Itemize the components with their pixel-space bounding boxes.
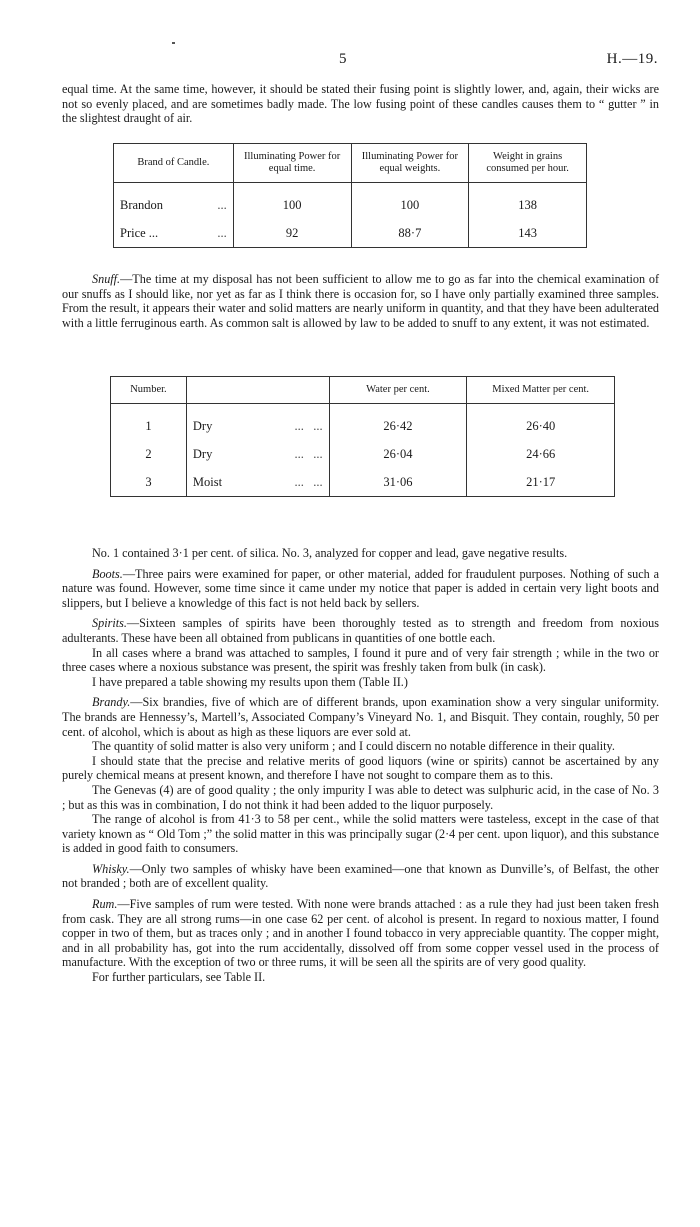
mixed-cell: 24·66 xyxy=(467,440,615,468)
page-header xyxy=(0,52,700,72)
brandy-paragraph-4: The Genevas (4) are of good quality ; the only impurity I was able to detect was sulphuric acid, in the case of No. 3 ; but as this was in combination, I do not think it had been added to the liquor purposely. xyxy=(62,782,659,812)
rum-title: Rum. xyxy=(92,897,118,912)
leader-dots: ... xyxy=(217,197,227,212)
header-mixed: Mixed Matter per cent. xyxy=(467,377,615,404)
header-kind xyxy=(186,377,329,404)
whisky-paragraph xyxy=(62,862,659,891)
leader-dots: ... ... xyxy=(294,474,323,489)
header-water: Water per cent. xyxy=(329,377,467,404)
table-row xyxy=(111,412,615,440)
spirits-paragraph xyxy=(62,616,659,645)
snuff-title: Snuff. xyxy=(92,272,121,286)
brand-name: Price ... xyxy=(120,225,159,240)
grains-cell: 138 xyxy=(469,191,587,219)
brandy-paragraph xyxy=(62,695,659,739)
header-brand: Brand of Candle. xyxy=(114,144,234,183)
rum-text: —Five samples of rum were tested. With none were brands attached : as a rule they had just been taken fresh from cask. They are all strong rums—in one case 62 per cent. of alcohol is present. In regard to noxious matter, I found copper in two of them, but as traces only ; and in another I found tobacco in very appreciable quantity. The copper might, and in all probability has, got into the rum accidentally, dissolved off from some copper vessel used in the process of manufacture. With the exception of two or three rums, it will be seen all the spirits are of very good quality. xyxy=(62,897,659,970)
power-weights-cell: 88·7 xyxy=(351,219,469,248)
snuff-text: —The time at my disposal has not been sufficient to allow me to go as far into the chemical examination of our snuffs as I should like, nor yet as far as I think there is occasion for, so I have only partially examined three samples. From the result, it appears their water and solid matters are nearly uniform in quantity, and that they have been adulterated with a little ferruginous earth. As common salt is allowed by law to be added to snuff to any extent, it was not estimated. xyxy=(62,272,659,330)
leader-dots: ... xyxy=(217,225,227,240)
water-cell: 31·06 xyxy=(329,468,467,497)
number-cell: 3 xyxy=(111,468,187,497)
brand-cell xyxy=(114,191,234,219)
number-cell: 1 xyxy=(111,412,187,440)
candle-table xyxy=(113,143,587,248)
snuff-table-header xyxy=(111,377,615,404)
power-weights-cell: 100 xyxy=(351,191,469,219)
water-cell: 26·04 xyxy=(329,440,467,468)
power-time-cell: 92 xyxy=(233,219,351,248)
body-text xyxy=(62,546,659,985)
candle-table-header xyxy=(114,144,587,183)
table-row xyxy=(111,468,615,497)
brandy-paragraph-3: I should state that the precise and relative merits of good liquors (wine or spirits) cannot be ascertained by any purely chemical means at present known, and therefore I have not sought to compare them as to this. xyxy=(62,753,659,783)
brand-name: Brandon xyxy=(120,197,164,212)
brandy-title: Brandy. xyxy=(92,695,131,710)
header-number: Number. xyxy=(111,377,187,404)
kind-cell xyxy=(186,468,329,497)
header-power-time: Illuminating Power for equal time. xyxy=(233,144,351,183)
grains-cell: 143 xyxy=(469,219,587,248)
brand-cell xyxy=(114,219,234,248)
silica-note: No. 1 contained 3·1 per cent. of silica. No. 3, analyzed for copper and lead, gave negative results. xyxy=(92,546,568,560)
spirits-text: —Sixteen samples of spirits have been thoroughly tested as to strength and freedom from noxious adulterants. These have been all obtained from publicans in quantities of one bottle each. xyxy=(62,616,659,645)
header-grains: Weight in grains consumed per hour. xyxy=(469,144,587,183)
intro-text: equal time. At the same time, however, it should be stated their fusing point is slightly lower, and, again, their wicks are not so evenly placed, and are sometimes badly made. The low fusing point of these candles causes them to “ gutter ” in the slightest draught of air. xyxy=(62,82,659,126)
spirits-paragraph-2: In all cases where a brand was attached to samples, I found it pure and of very fair strength ; while in the two or three cases where a noxious substance was present, the spirit was freshly taken from bulk (in cask). xyxy=(62,645,659,675)
snuff-table xyxy=(110,376,615,497)
kind-name: Dry xyxy=(192,446,213,461)
boots-paragraph xyxy=(62,567,659,611)
intro-paragraph xyxy=(62,82,659,126)
snuff-section xyxy=(62,272,659,330)
power-time-cell: 100 xyxy=(233,191,351,219)
kind-name: Dry xyxy=(192,418,213,433)
header-power-weights: Illuminating Power for equal weights. xyxy=(351,144,469,183)
boots-text: —Three pairs were examined for paper, or other material, added for fraudulent purposes. Nothing of such a nature was found. However, some time since it came under my notice that paper is added in certain very light boots and slippers, but I believe a knowledge of this fact is not held back by sellers. xyxy=(62,566,659,610)
document-reference: H.—19. xyxy=(606,51,658,67)
table-row xyxy=(114,219,587,248)
kind-cell xyxy=(186,440,329,468)
leader-dots: ... ... xyxy=(294,446,323,461)
print-speck xyxy=(172,42,175,44)
brandy-paragraph-2: The quantity of solid matter is also very uniform ; and I could discern no notable difference in their quality. xyxy=(92,739,615,754)
kind-cell xyxy=(186,412,329,440)
rum-paragraph-2: For further particulars, see Table II. xyxy=(92,970,266,985)
mixed-cell: 21·17 xyxy=(467,468,615,497)
table-row xyxy=(114,191,587,219)
brandy-text: —Six brandies, five of which are of different brands, upon examination show a very singular uniformity. The brands are Hennessy’s, Martell’s, Associated Company’s Vineyard No. 1, and Bisquit. They contain, roughly, 50 per cent. of alcohol, which is about as high as these liquors are ever sold at. xyxy=(62,695,659,739)
boots-title: Boots. xyxy=(92,566,123,581)
leader-dots: ... ... xyxy=(294,418,323,433)
rum-paragraph xyxy=(62,897,659,970)
water-cell: 26·42 xyxy=(329,412,467,440)
brandy-paragraph-5: The range of alcohol is from 41·3 to 58 per cent., while the solid matters were tasteless, except in the case of that variety known as “ Old Tom ;” the solid matter in this was principally sugar (2·4 per cent. upon liquor), and this substance is added in good faith to consumers. xyxy=(62,812,659,856)
kind-name: Moist xyxy=(192,474,223,489)
table-row xyxy=(111,440,615,468)
number-cell: 2 xyxy=(111,440,187,468)
whisky-text: —Only two samples of whisky have been examined—one that known as Dunville’s, of Belfast, the other not branded ; both are of excellent quality. xyxy=(62,861,659,891)
spirits-paragraph-3: I have prepared a table showing my results upon them (Table II.) xyxy=(92,674,408,689)
whisky-title: Whisky. xyxy=(92,861,130,876)
page-number: 5 xyxy=(339,51,347,67)
mixed-cell: 26·40 xyxy=(467,412,615,440)
spirits-title: Spirits. xyxy=(92,616,127,631)
